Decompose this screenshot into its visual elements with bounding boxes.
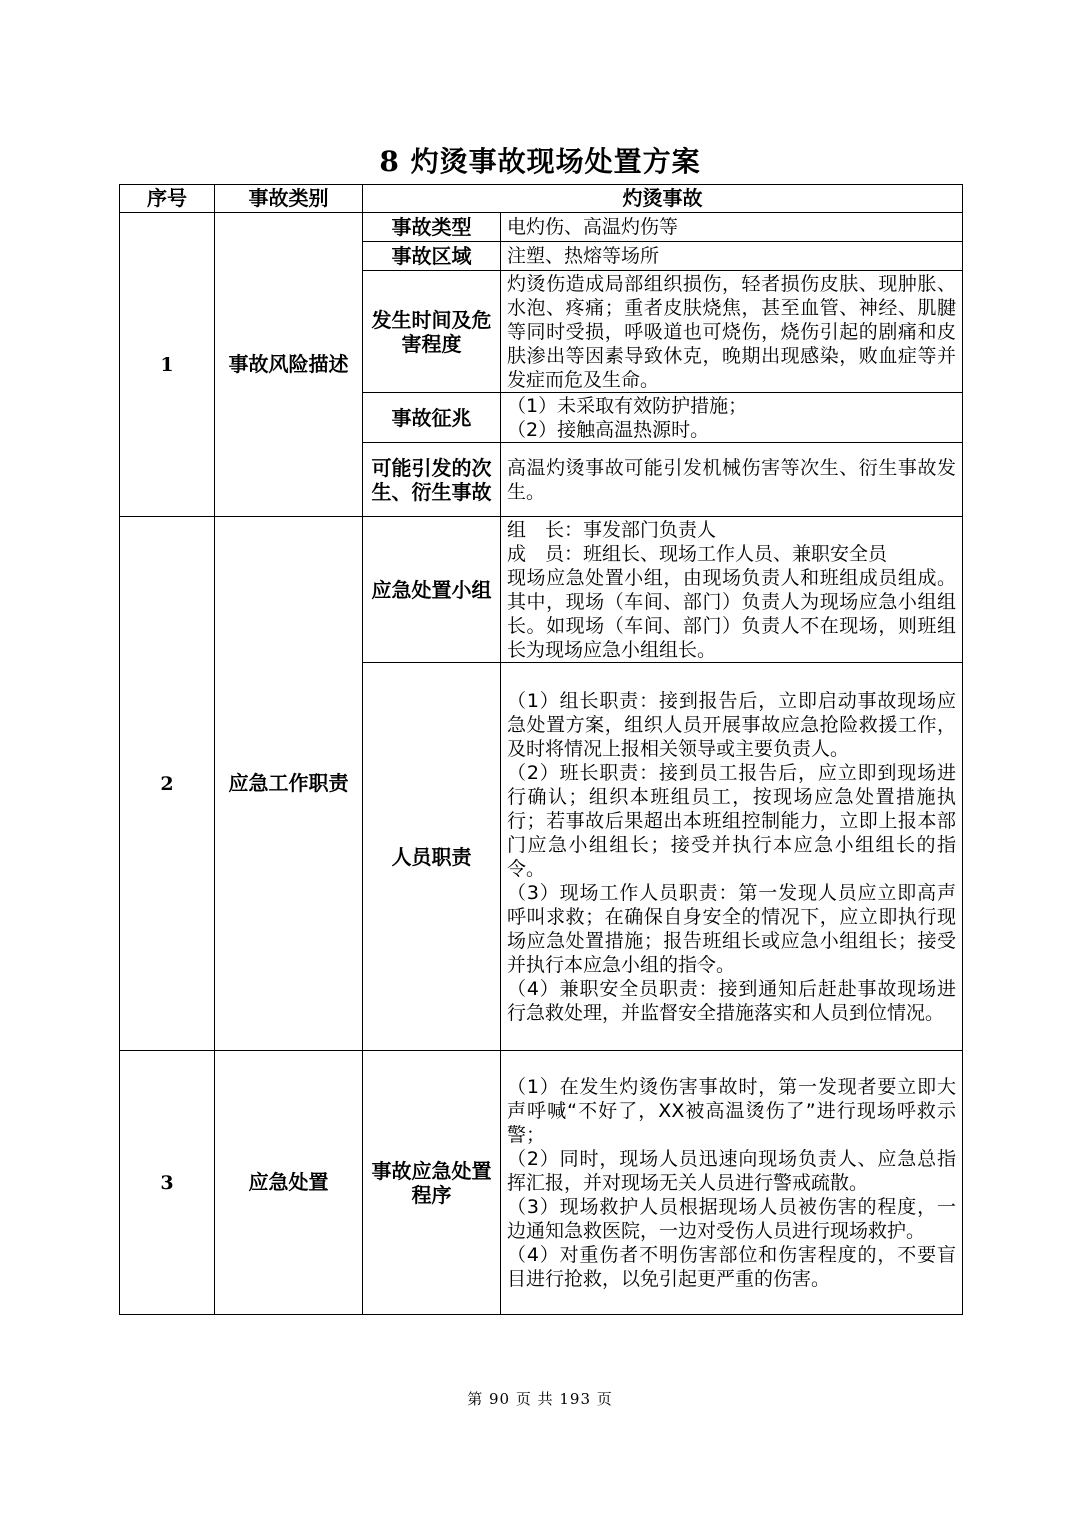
row-line: 现场应急处置小组，由现场负责人和班组成员组成。其中，现场（车间、部门）负责人为现场应急小组组长。如现场（车间、部门）负责人不在现场，则班组长为现场应急小组组长。 <box>507 566 956 661</box>
header-event: 灼烫事故 <box>363 185 963 213</box>
row-label: 事故征兆 <box>363 393 501 443</box>
row-line: （3）现场救护人员根据现场人员被伤害的程度，一边通知急救医院，一边对受伤人员进行现场救护。 <box>507 1195 956 1242</box>
row-line: （2）接触高温热源时。 <box>507 418 710 441</box>
row-line: （3）现场工作人员职责：第一发现人员应立即高声呼叫求救；在确保自身安全的情况下，应立即执行现场应急处置措施；报告班组长或应急小组组长；接受并执行本应急小组的指令。 <box>507 881 956 976</box>
row-line: （1）组长职责：接到报告后，立即启动事故现场应急处置方案，组织人员开展事故应急抢险救援工作，及时将情况上报相关领导或主要负责人。 <box>507 689 956 760</box>
row-line: （1）在发生灼烫伤害事故时，第一发现者要立即大声呼喊“不好了，XX被高温烫伤了”进行现场呼救示警； <box>507 1075 956 1146</box>
row-value <box>501 242 963 271</box>
row-line: 成 员：班组长、现场工作人员、兼职安全员 <box>507 542 888 565</box>
row-line: （2）班长职责：接到员工报告后，应立即到现场进行确认；组织本班组员工，按现场应急处置措施执行；若事故后果超出本班组控制能力，立即上报本部门应急小组组长；接受并执行本应急小组组长的指令。 <box>507 761 956 880</box>
row-label: 人员职责 <box>363 663 501 1051</box>
row-value <box>501 393 963 443</box>
row-label: 事故区域 <box>363 242 501 271</box>
page-footer: 第 90 页 共 193 页 <box>467 1390 613 1408</box>
row-line: （1）未采取有效防护措施； <box>507 394 748 417</box>
table-row <box>120 1051 963 1315</box>
table-row <box>120 517 963 663</box>
header-seq: 序号 <box>120 185 215 213</box>
row-line: 电灼伤、高温灼伤等 <box>507 216 679 238</box>
row-line: （4）对重伤者不明伤害部位和伤害程度的，不要盲目进行抢救，以免引起更严重的伤害。 <box>507 1243 956 1290</box>
row-line: （4）兼职安全员职责：接到通知后赶赴事故现场进行急救处理，并监督安全措施落实和人员到位情况。 <box>507 977 956 1024</box>
row-value <box>501 213 963 242</box>
table-row <box>120 213 963 242</box>
row-value <box>501 1051 963 1315</box>
row-line: 注塑、热熔等场所 <box>507 245 660 267</box>
row-label: 可能引发的次生、衍生事故 <box>363 443 501 517</box>
section-category: 应急工作职责 <box>215 517 363 1051</box>
page-title: 8 灼烫事故现场处置方案 <box>379 145 701 178</box>
section-category: 事故风险描述 <box>215 213 363 517</box>
row-line: 组 长：事发部门负责人 <box>507 518 717 541</box>
row-line: 高温灼烫事故可能引发机械伤害等次生、衍生事故发生。 <box>507 456 956 503</box>
row-label: 事故类型 <box>363 213 501 242</box>
row-label: 应急处置小组 <box>363 517 501 663</box>
row-label: 发生时间及危害程度 <box>363 271 501 393</box>
row-value <box>501 517 963 663</box>
section-category: 应急处置 <box>215 1051 363 1315</box>
section-seq: 2 <box>120 517 215 1051</box>
section-seq: 3 <box>120 1051 215 1315</box>
row-line: （2）同时，现场人员迅速向现场负责人、应急总指挥汇报，并对现场无关人员进行警戒疏散。 <box>507 1147 956 1194</box>
row-line: 灼烫伤造成局部组织损伤，轻者损伤皮肤、现肿胀、水泡、疼痛；重者皮肤烧焦，甚至血管、神经、肌腱等同时受损，呼吸道也可烧伤，烧伤引起的剧痛和皮肤渗出等因素导致休克，晚期出现感染，败血症等并发症而危及生命。 <box>507 272 956 391</box>
section-seq: 1 <box>120 213 215 517</box>
disposal-plan-table <box>119 184 963 1315</box>
table-header-row <box>120 185 963 213</box>
row-value <box>501 443 963 517</box>
row-value <box>501 271 963 393</box>
row-value <box>501 663 963 1051</box>
row-label: 事故应急处置程序 <box>363 1051 501 1315</box>
header-category: 事故类别 <box>215 185 363 213</box>
